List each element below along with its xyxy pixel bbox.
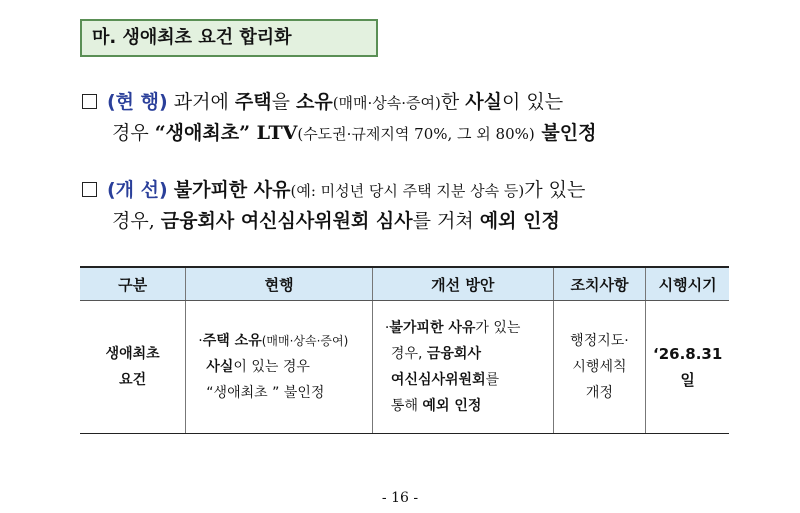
text-bold: 예외 인정	[422, 398, 482, 414]
text-bold: 사실	[206, 359, 234, 375]
cell-action	[553, 301, 646, 434]
text: 시행세칙	[572, 359, 627, 375]
improvement-line2	[82, 206, 585, 236]
text: 개정	[585, 385, 613, 401]
text: “생애최초 ” 불인정	[206, 385, 325, 401]
text: 을	[271, 91, 296, 113]
text-small: (수도권·규제지역 70%, 그 외 80%)	[297, 125, 535, 143]
text-bold: 금융회사	[426, 346, 481, 362]
text: 가 있는	[524, 179, 586, 201]
text: 를	[485, 372, 500, 388]
comparison-table	[80, 266, 729, 434]
text: 이 있는	[502, 91, 564, 113]
text: 경우,	[390, 346, 427, 362]
header-current: 현행	[186, 267, 373, 301]
current-tag: (현 행)	[107, 91, 168, 113]
text-bold: 예외 인정	[479, 210, 560, 232]
text: 생애최초	[105, 346, 160, 362]
text-small: (예: 미성년 당시 주택 지분 상속 등)	[290, 182, 525, 200]
text: 통해	[390, 398, 423, 414]
text: 요건	[119, 372, 147, 388]
cell-improvement	[372, 301, 553, 434]
current-status-line2	[82, 118, 596, 149]
text: 를 거쳐	[412, 210, 480, 232]
text-bold: 주택 소유	[202, 333, 262, 349]
section-title: 마. 생애최초 요건 합리화	[80, 19, 378, 57]
text-bold: “생애최초” LTV	[154, 122, 298, 144]
text: 경우	[112, 122, 155, 144]
table-header-row	[80, 267, 729, 301]
improvement-tag: (개 선)	[107, 179, 168, 201]
header-date: 시행시기	[646, 267, 729, 301]
header-improvement: 개선 방안	[372, 267, 553, 301]
table-row	[80, 301, 729, 434]
text-bold: 주택	[234, 91, 272, 113]
cell-category	[80, 301, 186, 434]
cell-current	[186, 301, 373, 434]
text-bold: 여신심사위원회	[390, 372, 486, 388]
text-small: (매매·상속·증여)	[332, 94, 441, 112]
text: 과거에	[167, 91, 235, 113]
text-bold: 불인정	[534, 122, 597, 144]
header-category: 구분	[80, 267, 186, 301]
text-bold: 사실	[465, 91, 503, 113]
text: 한	[440, 91, 466, 113]
text: 이 있는 경우	[233, 359, 310, 375]
text-small: (매매·상속·증여)	[261, 334, 349, 348]
text: ·	[198, 333, 203, 349]
page-number: - 16 -	[381, 490, 419, 506]
text: 경우,	[112, 210, 161, 232]
text: ·	[384, 320, 390, 336]
header-action: 조치사항	[553, 267, 646, 301]
text-bold: 불가피한 사유	[173, 179, 291, 201]
text-bold: 소유	[295, 91, 333, 113]
checkbox-icon	[82, 182, 97, 197]
checkbox-icon	[82, 94, 97, 109]
text: 행정지도·	[570, 333, 629, 349]
cell-date: ‘26.8.31일	[646, 301, 729, 434]
text: 가 있는	[475, 320, 521, 336]
text-bold: 불가피한 사유	[389, 320, 476, 336]
current-status-item	[82, 87, 596, 149]
improvement-item	[82, 175, 585, 236]
text-bold: 금융회사 여신심사위원회 심사	[160, 210, 413, 232]
